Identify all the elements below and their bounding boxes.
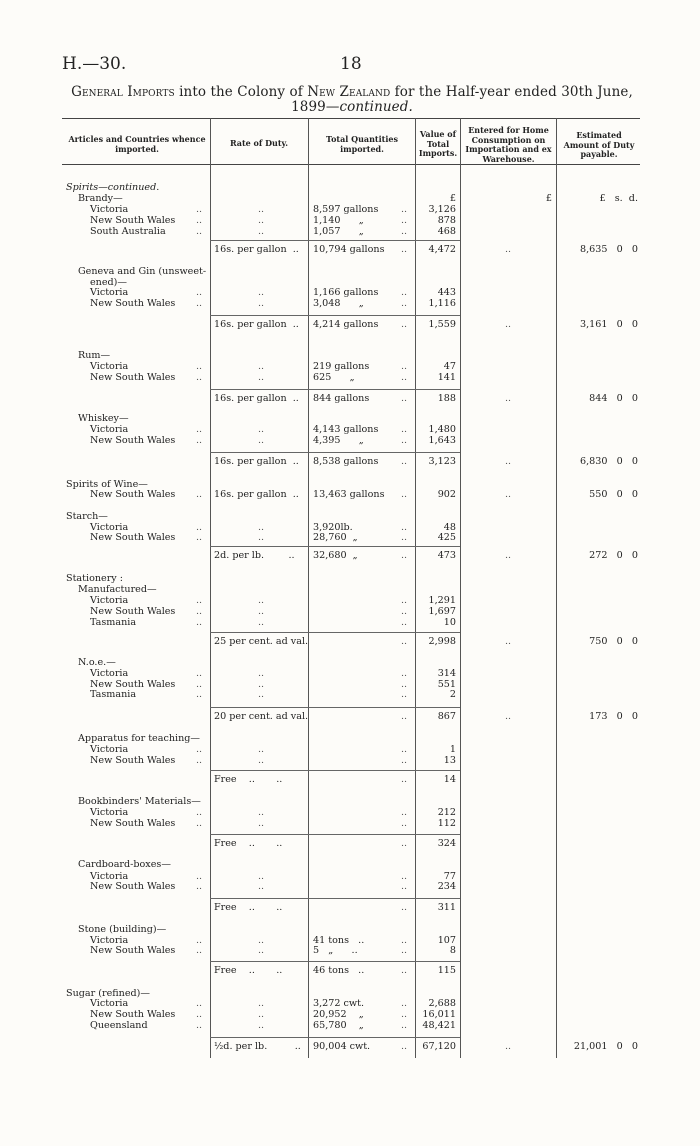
row-article: New South Wales bbox=[90, 818, 176, 829]
row-article: New South Wales bbox=[90, 215, 176, 226]
leader-dots: .. bbox=[401, 617, 408, 628]
value-cell: 48 bbox=[443, 522, 456, 533]
subtotal-rule bbox=[210, 452, 460, 453]
title-part: for the Half-year ended 30th June, bbox=[390, 84, 633, 100]
value-cell: 425 bbox=[437, 532, 456, 543]
row-article: N.o.e.— bbox=[78, 657, 116, 668]
quantity-cell: 1,140 „ bbox=[313, 215, 364, 226]
quantity-cell: 32,680 „ bbox=[313, 550, 358, 561]
rate-cell: .. bbox=[258, 298, 265, 309]
leader-dots: .. bbox=[401, 668, 408, 679]
rate-cell: .. bbox=[258, 755, 265, 766]
header-top-rule bbox=[62, 118, 640, 119]
leader-dots: .. bbox=[196, 595, 203, 606]
rate-cell: Free .. .. bbox=[214, 902, 283, 913]
row-article: Spirits of Wine— bbox=[66, 479, 148, 490]
row-article: Sugar (refined)— bbox=[66, 988, 150, 999]
leader-dots: .. bbox=[401, 393, 408, 404]
page-number: 18 bbox=[340, 54, 362, 74]
row-article: New South Wales bbox=[90, 1009, 176, 1020]
rate-cell: .. bbox=[258, 595, 265, 606]
value-cell: 14 bbox=[443, 774, 456, 785]
rate-cell: .. bbox=[258, 881, 265, 892]
column-rule bbox=[308, 118, 309, 1058]
value-cell: 1,697 bbox=[428, 606, 456, 617]
row-article: Tasmania bbox=[90, 689, 137, 700]
value-cell: 3,126 bbox=[428, 204, 456, 215]
value-cell: 4,472 bbox=[428, 244, 456, 255]
leader-dots: .. bbox=[401, 945, 408, 956]
quantity-cell: 219 gallons bbox=[313, 361, 370, 372]
leader-dots: .. bbox=[401, 287, 408, 298]
row-article: New South Wales bbox=[90, 945, 176, 956]
page-title bbox=[62, 85, 642, 115]
subtotal-rule bbox=[210, 898, 460, 899]
quantity-cell: 4,143 gallons bbox=[313, 424, 379, 435]
leader-dots: .. bbox=[196, 871, 203, 882]
col-value: Value of Total Imports. bbox=[418, 129, 458, 158]
leader-dots: .. bbox=[401, 636, 408, 647]
entered-cell: .. bbox=[505, 550, 512, 561]
row-article: Spirits—continued. bbox=[66, 182, 160, 193]
leader-dots: .. bbox=[196, 744, 203, 755]
leader-dots: .. bbox=[196, 532, 203, 543]
leader-dots: .. bbox=[401, 1041, 408, 1052]
leader-dots: .. bbox=[401, 807, 408, 818]
leader-dots: .. bbox=[401, 881, 408, 892]
leader-dots: .. bbox=[196, 489, 203, 500]
leader-dots: .. bbox=[196, 372, 203, 383]
subtotal-rule bbox=[210, 1037, 460, 1038]
row-article: Queensland bbox=[90, 1020, 148, 1031]
value-cell: 107 bbox=[437, 935, 456, 946]
row-article: Victoria bbox=[90, 522, 129, 533]
quantity-cell: 13,463 gallons bbox=[313, 489, 385, 500]
entered-cell: .. bbox=[505, 393, 512, 404]
rate-cell: 16s. per gallon .. bbox=[214, 456, 299, 467]
leader-dots: .. bbox=[401, 226, 408, 237]
leader-dots: .. bbox=[401, 361, 408, 372]
value-cell: 314 bbox=[437, 668, 456, 679]
title-part: into the Colony of bbox=[174, 84, 308, 100]
leader-dots: .. bbox=[401, 532, 408, 543]
value-cell: 2,998 bbox=[428, 636, 456, 647]
column-rule bbox=[415, 118, 416, 1058]
subtotal-rule bbox=[210, 389, 460, 390]
quantity-cell: 20,952 „ bbox=[313, 1009, 364, 1020]
row-article: New South Wales bbox=[90, 372, 176, 383]
duty-cell: 173 0 0 bbox=[589, 711, 638, 722]
rate-cell: Free .. .. bbox=[214, 965, 283, 976]
leader-dots: .. bbox=[196, 204, 203, 215]
rate-cell: .. bbox=[258, 204, 265, 215]
leader-dots: .. bbox=[196, 287, 203, 298]
col-entered: Entered for Home Consumption on Importation and ex Warehouse. bbox=[465, 125, 552, 164]
row-article: ened)— bbox=[90, 277, 128, 288]
row-article: New South Wales bbox=[90, 298, 176, 309]
col-articles: Articles and Countries whence imported. bbox=[68, 134, 206, 154]
quantity-cell: 3,272 cwt. bbox=[313, 998, 365, 1009]
unit-entered: £ bbox=[545, 193, 552, 204]
value-cell: 13 bbox=[443, 755, 456, 766]
duty-cell: 6,830 0 0 bbox=[580, 456, 638, 467]
row-article: Cardboard-boxes— bbox=[78, 859, 171, 870]
row-article: Tasmania bbox=[90, 617, 137, 628]
leader-dots: .. bbox=[196, 435, 203, 446]
leader-dots: .. bbox=[401, 372, 408, 383]
leader-dots: .. bbox=[401, 711, 408, 722]
row-article: Victoria bbox=[90, 287, 129, 298]
rate-cell: 16s. per gallon .. bbox=[214, 319, 299, 330]
row-article: Victoria bbox=[90, 668, 129, 679]
value-cell: 212 bbox=[437, 807, 456, 818]
value-cell: 234 bbox=[437, 881, 456, 892]
leader-dots: .. bbox=[196, 298, 203, 309]
value-cell: 468 bbox=[437, 226, 456, 237]
quantity-cell: 8,538 gallons bbox=[313, 456, 379, 467]
rate-cell: ½d. per lb. .. bbox=[214, 1041, 301, 1052]
rate-cell: .. bbox=[258, 871, 265, 882]
row-article: Stationery : bbox=[66, 573, 123, 584]
row-article: Apparatus for teaching— bbox=[78, 733, 200, 744]
row-article: Victoria bbox=[90, 807, 129, 818]
rate-cell: .. bbox=[258, 522, 265, 533]
column-rule bbox=[210, 118, 211, 1058]
rate-cell: .. bbox=[258, 606, 265, 617]
leader-dots: .. bbox=[401, 606, 408, 617]
entered-cell: .. bbox=[505, 319, 512, 330]
leader-dots: .. bbox=[401, 489, 408, 500]
title-part: continued. bbox=[339, 99, 413, 115]
leader-dots: .. bbox=[401, 244, 408, 255]
value-cell: 141 bbox=[437, 372, 456, 383]
row-article: Victoria bbox=[90, 998, 129, 1009]
duty-cell: 844 0 0 bbox=[589, 393, 638, 404]
duty-cell: 272 0 0 bbox=[589, 550, 638, 561]
leader-dots: .. bbox=[196, 522, 203, 533]
quantity-cell: 1,057 „ bbox=[313, 226, 364, 237]
row-article: Victoria bbox=[90, 361, 129, 372]
row-article: Whiskey— bbox=[78, 413, 129, 424]
leader-dots: .. bbox=[401, 902, 408, 913]
leader-dots: .. bbox=[401, 965, 408, 976]
rate-cell: .. bbox=[258, 435, 265, 446]
value-cell: 443 bbox=[437, 287, 456, 298]
leader-dots: .. bbox=[196, 818, 203, 829]
leader-dots: .. bbox=[401, 456, 408, 467]
value-cell: 8 bbox=[449, 945, 456, 956]
rate-cell: .. bbox=[258, 287, 265, 298]
quantity-cell: 5 „ .. bbox=[313, 945, 358, 956]
unit-duty: £ s. d. bbox=[599, 193, 638, 204]
leader-dots: .. bbox=[401, 522, 408, 533]
leader-dots: .. bbox=[401, 595, 408, 606]
leader-dots: .. bbox=[401, 550, 408, 561]
entered-cell: .. bbox=[505, 636, 512, 647]
leader-dots: .. bbox=[196, 935, 203, 946]
leader-dots: .. bbox=[401, 1020, 408, 1031]
quantity-cell: 28,760 „ bbox=[313, 532, 358, 543]
rate-cell: .. bbox=[258, 226, 265, 237]
title-part: General Imports bbox=[71, 84, 175, 100]
value-cell: 902 bbox=[437, 489, 456, 500]
column-rule bbox=[556, 118, 557, 1058]
value-cell: 2 bbox=[449, 689, 456, 700]
unit-value: £ bbox=[449, 193, 456, 204]
rate-cell: .. bbox=[258, 1009, 265, 1020]
leader-dots: .. bbox=[196, 755, 203, 766]
value-cell: 1 bbox=[449, 744, 456, 755]
value-cell: 67,120 bbox=[422, 1041, 456, 1052]
subtotal-rule bbox=[210, 707, 460, 708]
rate-cell: .. bbox=[258, 424, 265, 435]
rate-cell: .. bbox=[258, 689, 265, 700]
leader-dots: .. bbox=[196, 1020, 203, 1031]
leader-dots: .. bbox=[196, 668, 203, 679]
leader-dots: .. bbox=[196, 945, 203, 956]
duty-cell: 8,635 0 0 bbox=[580, 244, 638, 255]
rate-cell: .. bbox=[258, 668, 265, 679]
leader-dots: .. bbox=[196, 424, 203, 435]
quantity-cell: 41 tons .. bbox=[313, 935, 365, 946]
duty-cell: 550 0 0 bbox=[589, 489, 638, 500]
rate-cell: .. bbox=[258, 679, 265, 690]
leader-dots: .. bbox=[401, 204, 408, 215]
value-cell: 311 bbox=[437, 902, 456, 913]
row-article: Victoria bbox=[90, 424, 129, 435]
leader-dots: .. bbox=[401, 755, 408, 766]
value-cell: 48,421 bbox=[422, 1020, 456, 1031]
value-cell: 2,688 bbox=[428, 998, 456, 1009]
row-article: New South Wales bbox=[90, 606, 176, 617]
leader-dots: .. bbox=[401, 689, 408, 700]
row-article: New South Wales bbox=[90, 532, 176, 543]
duty-cell: 21,001 0 0 bbox=[573, 1041, 638, 1052]
leader-dots: .. bbox=[401, 935, 408, 946]
leader-dots: .. bbox=[196, 617, 203, 628]
row-article: New South Wales bbox=[90, 435, 176, 446]
quantity-cell: 4,395 „ bbox=[313, 435, 364, 446]
rate-cell: .. bbox=[258, 945, 265, 956]
leader-dots: .. bbox=[401, 424, 408, 435]
value-cell: 324 bbox=[437, 838, 456, 849]
leader-dots: .. bbox=[196, 679, 203, 690]
leader-dots: .. bbox=[401, 998, 408, 1009]
value-cell: 16,011 bbox=[422, 1009, 456, 1020]
page-code: H.—30. bbox=[62, 54, 127, 74]
duty-cell: 3,161 0 0 bbox=[580, 319, 638, 330]
quantity-cell: 10,794 gallons bbox=[313, 244, 385, 255]
rate-cell: 25 per cent. ad val. bbox=[214, 636, 309, 647]
rate-cell: .. bbox=[258, 372, 265, 383]
leader-dots: .. bbox=[196, 361, 203, 372]
leader-dots: .. bbox=[196, 881, 203, 892]
value-cell: 3,123 bbox=[428, 456, 456, 467]
row-article: Victoria bbox=[90, 935, 129, 946]
quantity-cell: 625 „ bbox=[313, 372, 355, 383]
quantity-cell: 844 gallons bbox=[313, 393, 370, 404]
value-cell: 867 bbox=[437, 711, 456, 722]
leader-dots: .. bbox=[401, 319, 408, 330]
leader-dots: .. bbox=[401, 871, 408, 882]
subtotal-rule bbox=[210, 240, 460, 241]
rate-cell: 2d. per lb. .. bbox=[214, 550, 295, 561]
rate-cell: Free .. .. bbox=[214, 774, 283, 785]
value-cell: 77 bbox=[443, 871, 456, 882]
row-article: New South Wales bbox=[90, 489, 176, 500]
value-cell: 47 bbox=[443, 361, 456, 372]
row-article: Victoria bbox=[90, 744, 129, 755]
rate-cell: 20 per cent. ad val. bbox=[214, 711, 309, 722]
leader-dots: .. bbox=[401, 744, 408, 755]
value-cell: 115 bbox=[437, 965, 456, 976]
leader-dots: .. bbox=[196, 1009, 203, 1020]
row-article: New South Wales bbox=[90, 755, 176, 766]
row-article: Geneva and Gin (unsweet- bbox=[78, 266, 207, 277]
entered-cell: .. bbox=[505, 244, 512, 255]
quantity-cell: 8,597 gallons bbox=[313, 204, 379, 215]
row-article: New South Wales bbox=[90, 881, 176, 892]
row-article: Brandy— bbox=[78, 193, 123, 204]
rate-cell: .. bbox=[258, 361, 265, 372]
value-cell: 1,643 bbox=[428, 435, 456, 446]
row-article: Bookbinders' Materials— bbox=[78, 796, 201, 807]
leader-dots: .. bbox=[401, 1009, 408, 1020]
leader-dots: .. bbox=[196, 689, 203, 700]
value-cell: 1,559 bbox=[428, 319, 456, 330]
leader-dots: .. bbox=[196, 606, 203, 617]
entered-cell: .. bbox=[505, 1041, 512, 1052]
rate-cell: .. bbox=[258, 807, 265, 818]
value-cell: 551 bbox=[437, 679, 456, 690]
row-article: Stone (building)— bbox=[78, 924, 167, 935]
duty-cell: 750 0 0 bbox=[589, 636, 638, 647]
entered-cell: .. bbox=[505, 456, 512, 467]
col-rate: Rate of Duty. bbox=[229, 138, 289, 148]
leader-dots: .. bbox=[196, 215, 203, 226]
column-rule bbox=[460, 118, 461, 1058]
quantity-cell: 1,166 gallons bbox=[313, 287, 379, 298]
leader-dots: .. bbox=[401, 774, 408, 785]
quantity-cell: 3,048 „ bbox=[313, 298, 364, 309]
leader-dots: .. bbox=[401, 298, 408, 309]
subtotal-rule bbox=[210, 961, 460, 962]
rate-cell: .. bbox=[258, 818, 265, 829]
leader-dots: .. bbox=[401, 435, 408, 446]
title-part: 1899— bbox=[291, 99, 340, 115]
rate-cell: .. bbox=[258, 617, 265, 628]
rate-cell: .. bbox=[258, 935, 265, 946]
rate-cell: .. bbox=[258, 998, 265, 1009]
leader-dots: .. bbox=[196, 807, 203, 818]
row-article: Victoria bbox=[90, 871, 129, 882]
row-article: Manufactured— bbox=[78, 584, 157, 595]
value-cell: 10 bbox=[443, 617, 456, 628]
entered-cell: .. bbox=[505, 711, 512, 722]
subtotal-rule bbox=[210, 546, 460, 547]
leader-dots: .. bbox=[401, 679, 408, 690]
rate-cell: .. bbox=[258, 532, 265, 543]
row-article: Starch— bbox=[66, 511, 108, 522]
rate-cell: 16s. per gallon .. bbox=[214, 489, 299, 500]
header-bottom-rule bbox=[62, 164, 640, 165]
quantity-cell: 90,004 cwt. bbox=[313, 1041, 371, 1052]
rate-cell: 16s. per gallon .. bbox=[214, 393, 299, 404]
value-cell: 473 bbox=[437, 550, 456, 561]
leader-dots: .. bbox=[401, 838, 408, 849]
value-cell: 112 bbox=[437, 818, 456, 829]
rate-cell: .. bbox=[258, 744, 265, 755]
col-duty: Estimated Amount of Duty payable. bbox=[563, 130, 635, 159]
subtotal-rule bbox=[210, 770, 460, 771]
title-part: New Zealand bbox=[307, 84, 391, 100]
subtotal-rule bbox=[210, 315, 460, 316]
value-cell: 1,116 bbox=[428, 298, 456, 309]
row-article: South Australia bbox=[90, 226, 166, 237]
row-article: Rum— bbox=[78, 350, 111, 361]
leader-dots: .. bbox=[401, 215, 408, 226]
entered-cell: .. bbox=[505, 489, 512, 500]
rate-cell: .. bbox=[258, 215, 265, 226]
quantity-cell: 3,920lb. bbox=[313, 522, 353, 533]
value-cell: 188 bbox=[437, 393, 456, 404]
subtotal-rule bbox=[210, 834, 460, 835]
rate-cell: .. bbox=[258, 1020, 265, 1031]
value-cell: 1,480 bbox=[428, 424, 456, 435]
row-article: Victoria bbox=[90, 204, 129, 215]
col-quantities: Total Quantities imported. bbox=[326, 134, 398, 154]
quantity-cell: 46 tons .. bbox=[313, 965, 365, 976]
rate-cell: 16s. per gallon .. bbox=[214, 244, 299, 255]
leader-dots: .. bbox=[196, 226, 203, 237]
leader-dots: .. bbox=[196, 998, 203, 1009]
quantity-cell: 4,214 gallons bbox=[313, 319, 379, 330]
row-article: Victoria bbox=[90, 595, 129, 606]
leader-dots: .. bbox=[401, 818, 408, 829]
value-cell: 878 bbox=[437, 215, 456, 226]
rate-cell: Free .. .. bbox=[214, 838, 283, 849]
value-cell: 1,291 bbox=[428, 595, 456, 606]
row-article: New South Wales bbox=[90, 679, 176, 690]
subtotal-rule bbox=[210, 632, 460, 633]
quantity-cell: 65,780 „ bbox=[313, 1020, 364, 1031]
